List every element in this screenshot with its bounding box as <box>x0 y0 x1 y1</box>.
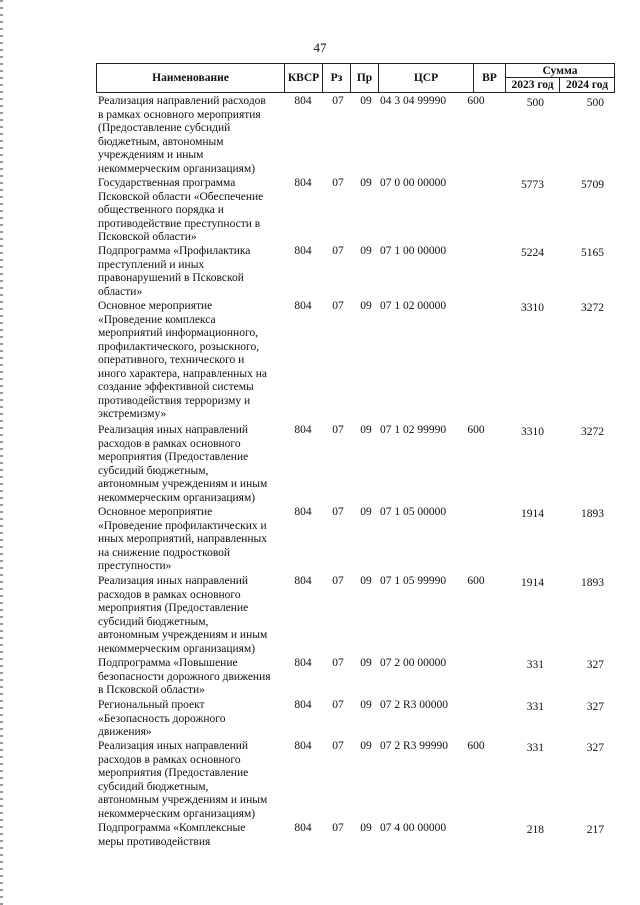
row-csr: 07 1 02 00000 <box>380 300 447 312</box>
row-kvsr: 804 <box>294 300 312 312</box>
header-kvsr: КВСР <box>285 64 323 92</box>
row-vr: 600 <box>467 740 485 752</box>
row-pr: 09 <box>360 177 372 189</box>
row-name: Основное мероприятие «Проведение профилактических и иных мероприятий, направленных на снижение подростковой преступности» <box>98 506 267 572</box>
row-sum-2023: 1914 <box>521 577 544 589</box>
row-pr: 09 <box>360 657 372 669</box>
row-kvsr: 804 <box>294 424 312 436</box>
row-sum-2023: 218 <box>526 824 544 836</box>
header-name: Наименование <box>97 64 285 92</box>
row-rz: 07 <box>332 822 344 834</box>
row-kvsr: 804 <box>294 177 312 189</box>
row-rz: 07 <box>332 740 344 752</box>
row-pr: 09 <box>360 822 372 834</box>
row-kvsr: 804 <box>294 740 312 752</box>
row-kvsr: 804 <box>294 506 312 518</box>
scan-edge-artifact <box>0 0 3 905</box>
row-csr: 07 2 00 00000 <box>380 657 447 669</box>
row-sum-2023: 331 <box>526 742 544 754</box>
row-name: Реализация иных направлений расходов в рамках основного мероприятия (Предоставление субсидий бюджетным, автономным учреждениям и иным некоммерческим организациям) <box>98 740 268 820</box>
row-pr: 09 <box>360 245 372 257</box>
row-pr: 09 <box>360 699 372 711</box>
header-vr: ВР <box>474 64 506 92</box>
row-csr: 07 1 00 00000 <box>380 245 447 257</box>
row-sum-2023: 1914 <box>521 508 544 520</box>
row-kvsr: 804 <box>294 822 312 834</box>
header-rz: Рз <box>323 64 351 92</box>
page-number: 47 <box>313 40 327 55</box>
table-header <box>96 63 615 93</box>
row-name: Региональный проект «Безопасность дорожного движения» <box>98 699 226 738</box>
row-sum-2024: 5165 <box>581 247 604 259</box>
row-rz: 07 <box>332 177 344 189</box>
row-sum-2024: 500 <box>586 97 604 109</box>
row-vr: 600 <box>467 95 485 107</box>
row-rz: 07 <box>332 300 344 312</box>
header-csr: ЦСР <box>379 64 474 92</box>
row-kvsr: 804 <box>294 95 312 107</box>
row-csr: 07 0 00 00000 <box>380 177 447 189</box>
row-name: Реализация направлений расходов в рамках основного мероприятия (Предоставление субсидий бюджетным, автономным учреждениям и иным некоммерческим организациям) <box>98 95 266 175</box>
header-pr: Пр <box>351 64 379 92</box>
row-sum-2024: 327 <box>586 659 604 671</box>
row-sum-2023: 331 <box>526 659 544 671</box>
row-sum-2024: 3272 <box>581 302 604 314</box>
row-vr: 600 <box>467 575 485 587</box>
row-csr: 07 2 R3 00000 <box>380 699 449 711</box>
row-name: Подпрограмма «Комплексные меры противодействия <box>98 822 246 848</box>
row-sum-2023: 3310 <box>521 302 544 314</box>
row-sum-2023: 5224 <box>521 247 544 259</box>
row-pr: 09 <box>360 506 372 518</box>
row-kvsr: 804 <box>294 575 312 587</box>
row-sum-2024: 217 <box>586 824 604 836</box>
row-sum-2024: 327 <box>586 701 604 713</box>
row-sum-2024: 1893 <box>581 577 604 589</box>
row-kvsr: 804 <box>294 699 312 711</box>
row-sum-2023: 331 <box>526 701 544 713</box>
row-rz: 07 <box>332 424 344 436</box>
row-rz: 07 <box>332 657 344 669</box>
row-csr: 07 1 02 99990 <box>380 424 447 436</box>
row-name: Основное мероприятие «Проведение комплекса мероприятий информационного, профилактического, розыскного, оперативного, технического и иного характера, направленных на создание эффективной системы противодействия терроризму и экстремизму» <box>98 300 267 420</box>
row-pr: 09 <box>360 95 372 107</box>
row-sum-2024: 3272 <box>581 426 604 438</box>
row-sum-2023: 3310 <box>521 426 544 438</box>
row-csr: 07 2 R3 99990 <box>380 740 449 752</box>
header-sum: Сумма <box>506 64 614 78</box>
row-name: Государственная программа Псковской области «Обеспечение общественного порядка и противодействие преступности в Псковской области» <box>98 177 264 243</box>
row-name: Реализация иных направлений расходов в рамках основного мероприятия (Предоставление субсидий бюджетным, автономным учреждениям и иным некоммерческим организациям) <box>98 424 268 504</box>
row-sum-2023: 5773 <box>521 179 544 191</box>
row-name: Подпрограмма «Профилактика преступлений и иных правонарушений в Псковской области» <box>98 245 251 298</box>
row-kvsr: 804 <box>294 245 312 257</box>
row-name: Реализация иных направлений расходов в рамках основного мероприятия (Предоставление субсидий бюджетным, автономным учреждениям и иным некоммерческим организациям) <box>98 575 268 655</box>
row-kvsr: 804 <box>294 657 312 669</box>
row-rz: 07 <box>332 245 344 257</box>
row-rz: 07 <box>332 506 344 518</box>
row-pr: 09 <box>360 740 372 752</box>
row-rz: 07 <box>332 575 344 587</box>
row-pr: 09 <box>360 575 372 587</box>
row-csr: 07 4 00 00000 <box>380 822 447 834</box>
row-name: Подпрограмма «Повышение безопасности дорожного движения в Псковской области» <box>98 657 271 696</box>
row-pr: 09 <box>360 300 372 312</box>
row-vr: 600 <box>467 424 485 436</box>
row-csr: 07 1 05 00000 <box>380 506 447 518</box>
row-csr: 07 1 05 99990 <box>380 575 447 587</box>
header-year-2023: 2023 год <box>506 78 560 92</box>
row-rz: 07 <box>332 699 344 711</box>
row-pr: 09 <box>360 424 372 436</box>
row-csr: 04 3 04 99990 <box>380 95 447 107</box>
row-sum-2024: 327 <box>586 742 604 754</box>
header-year-2024: 2024 год <box>565 79 609 91</box>
row-rz: 07 <box>332 95 344 107</box>
row-sum-2023: 500 <box>526 97 544 109</box>
row-sum-2024: 1893 <box>581 508 604 520</box>
row-sum-2024: 5709 <box>581 179 604 191</box>
